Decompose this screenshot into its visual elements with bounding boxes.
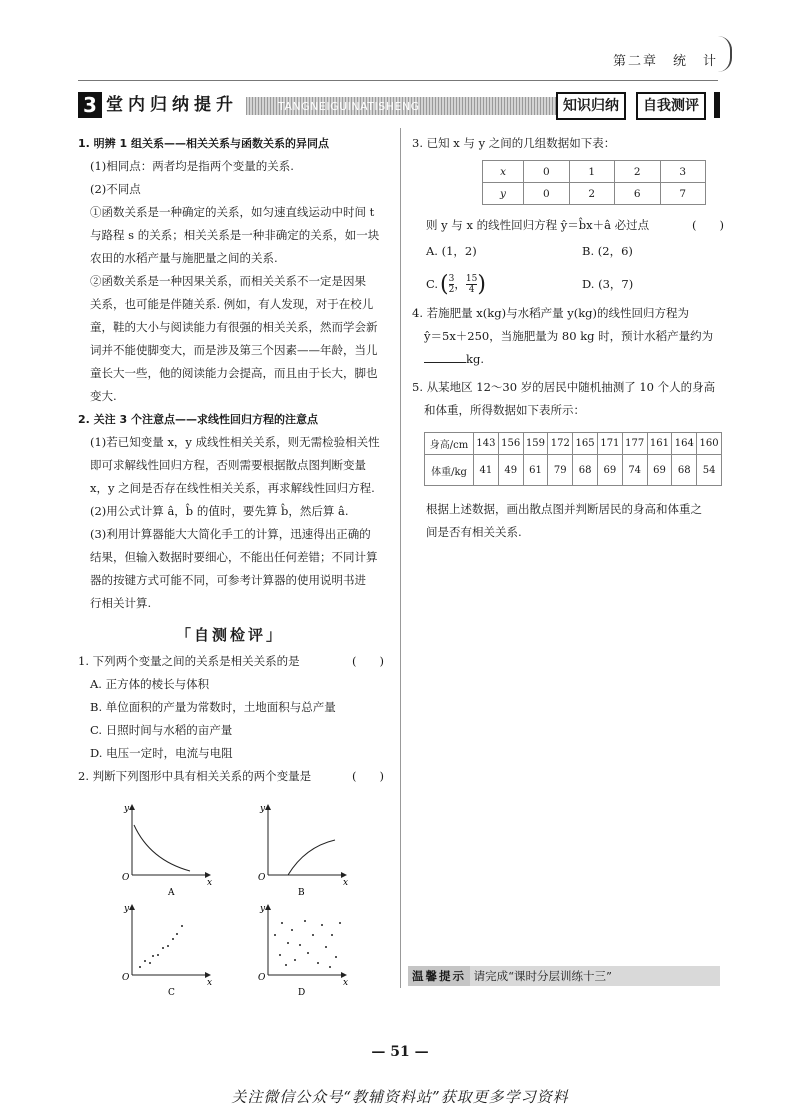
question-1 xyxy=(78,650,396,673)
scatter-point xyxy=(321,924,323,926)
scatter-point xyxy=(325,946,327,948)
s2-p3 xyxy=(78,523,396,615)
table-cell: 7 xyxy=(660,183,706,205)
text-line: x，y 之间是否存在线性相关关系，再求解线性回归方程. xyxy=(90,481,375,495)
text-line: 4. 若施肥量 x(kg)与水稻产量 y(kg)的线性回归方程为 xyxy=(412,306,690,320)
graph-d-y-label: y xyxy=(260,904,266,914)
header-rule xyxy=(78,80,718,81)
q3-question xyxy=(426,214,724,237)
text-line: ①函数关系是一种确定的关系，如匀速直线运动中时间 t xyxy=(90,205,375,219)
table-cell: 6 xyxy=(615,183,660,205)
table-cell: 49 xyxy=(498,455,523,486)
scatter-point xyxy=(181,925,183,927)
table-cell: y xyxy=(483,183,524,205)
table-cell: 160 xyxy=(697,433,722,455)
text-line: 器的按键方式可能不同，可参考计算器的使用说明书进 xyxy=(90,573,366,587)
graph-a-origin: O xyxy=(122,873,130,883)
scatter-point xyxy=(152,955,154,957)
tag-knowledge: 知识归纳 xyxy=(556,92,626,120)
text-line: 关系，也可能是伴随关系. 例如，有人发现，对于在校儿 xyxy=(90,297,374,311)
graph-d-caption: D xyxy=(298,988,306,995)
section-banner xyxy=(78,92,720,118)
q2-answer-paren[interactable]: ( ) xyxy=(352,769,384,783)
self-test-questions xyxy=(78,650,396,788)
text-line: 童，鞋的大小与阅读能力有很强的相关关系，然而学会新 xyxy=(90,320,378,334)
chapter-title: 第二章 统 计 xyxy=(612,54,718,69)
q3-answer-paren[interactable]: ( ) xyxy=(692,218,724,232)
text-line: 与路程 s 的关系；相关关系是一种非确定的关系，如一块 xyxy=(90,228,380,242)
scatter-point xyxy=(172,938,174,940)
q3-option-a: A. (1，2) xyxy=(426,244,477,258)
text-line: (3)利用计算器能大大简化手工的计算，迅速得出正确的 xyxy=(90,527,371,541)
scatter-point xyxy=(294,959,296,961)
q1-stem: 1. 下列两个变量之间的关系是相关关系的是 xyxy=(78,654,300,668)
option-c-label: C. xyxy=(426,276,439,291)
text-line: 5. 从某地区 12～30 岁的居民中随机抽测了 10 个人的身高 xyxy=(412,380,716,394)
q1-option-c: C. 日照时间与水稻的亩产量 xyxy=(90,723,233,737)
graph-d-origin: O xyxy=(258,973,266,983)
graph-a-x-label: x xyxy=(207,878,213,888)
graph-a-curve xyxy=(134,825,190,871)
graph-a-y-label: y xyxy=(124,804,130,814)
table-cell: 68 xyxy=(672,455,697,486)
text-line: 行相关计算. xyxy=(90,596,152,610)
column-divider xyxy=(400,128,401,988)
scatter-point xyxy=(299,944,301,946)
q2-stem: 2. 判断下列图形中具有相关关系的两个变量是 xyxy=(78,769,312,783)
graph-b-origin: O xyxy=(258,873,266,883)
table-cell: 41 xyxy=(474,455,499,486)
q3-stem: 3. 已知 x 与 y 之间的几组数据如下表： xyxy=(412,136,616,150)
q3-question-text: 则 y 与 x 的线性回归方程 ŷ＝b̂x＋â 必过点 xyxy=(426,218,650,232)
q1-option-d: D. 电压一定时，电流与电阻 xyxy=(90,746,233,760)
footer-note: 关注微信公众号“教辅资料站”获取更多学习资料 xyxy=(231,1088,569,1106)
frac-den: 2 xyxy=(448,284,455,295)
text-line: 童长大一些，他的阅读能力会提高，而且由于长大，脚也 xyxy=(90,366,378,380)
table-cell: 身高/cm xyxy=(425,433,474,455)
tag-self-test: 自我测评 xyxy=(636,92,706,120)
q2-graphs xyxy=(110,795,370,995)
q1-option-a: A. 正方体的棱长与体积 xyxy=(90,677,210,691)
banner-end-bar xyxy=(714,92,720,118)
table-cell: 172 xyxy=(548,433,573,455)
page-number: — 51 — xyxy=(371,1044,429,1060)
table-cell: 3 xyxy=(660,161,706,183)
table-row xyxy=(425,455,722,486)
scatter-point xyxy=(335,956,337,958)
q5-table xyxy=(424,432,722,486)
table-cell: 171 xyxy=(597,433,622,455)
graph-d xyxy=(258,904,348,995)
q3-table xyxy=(482,160,706,205)
text-line: ŷ＝5x＋250，当施肥量为 80 kg 时，预计水稻产量约为 xyxy=(424,329,714,343)
self-test-title: 「自测检评」 xyxy=(175,626,284,644)
section1-title: 1. 明辨 1 组关系——相关关系与函数关系的异同点 xyxy=(78,137,329,150)
text-line: 变大. xyxy=(90,389,117,403)
question-2 xyxy=(78,765,396,788)
tip-text: 请完成“课时分层训练十三” xyxy=(473,969,612,983)
graph-b-y-label: y xyxy=(260,804,266,814)
graph-b-curve xyxy=(288,840,335,875)
text-line: 间是否有相关关系. xyxy=(426,525,522,539)
question-4 xyxy=(412,302,724,371)
tip-key: 温馨提示 xyxy=(408,966,470,986)
banner-pinyin: TANGNEIGUINATISHENG xyxy=(278,100,420,113)
scatter-point xyxy=(167,945,169,947)
text-line: (1)若已知变量 x，y 成线性相关关系，则无需检验相关性 xyxy=(90,435,380,449)
graph-b-x-label: x xyxy=(343,878,349,888)
scatter-point xyxy=(331,934,333,936)
table-cell: 74 xyxy=(622,455,647,486)
scatter-point xyxy=(157,954,159,956)
section-number: 3 xyxy=(78,92,102,118)
s2-p1 xyxy=(78,431,396,500)
scatter-point xyxy=(312,934,314,936)
table-row xyxy=(483,183,706,205)
frac-num: 15 xyxy=(465,273,478,284)
frac-sep: ， xyxy=(454,276,466,291)
text-line: ②函数关系是一种因果关系，而相关关系不一定是因果 xyxy=(90,274,366,288)
s1-p2: (2)不同点 xyxy=(90,182,141,196)
graph-a-caption: A xyxy=(168,888,175,898)
s2-p2: (2)用公式计算 â，b̂ 的值时，要先算 b̂，然后算 â. xyxy=(90,504,349,518)
table-row xyxy=(483,161,706,183)
section-title: 堂内归纳提升 xyxy=(106,95,238,115)
scatter-point xyxy=(144,960,146,962)
q3-option-b: B. (2，6) xyxy=(582,244,633,258)
table-row xyxy=(425,433,722,455)
table-cell: 143 xyxy=(474,433,499,455)
chapter-brace xyxy=(718,36,732,72)
scatter-point xyxy=(149,962,151,964)
table-cell: 0 xyxy=(524,183,569,205)
text-line: 结果，但输入数据时要细心，不能出任何差错；不同计算 xyxy=(90,550,378,564)
text-line: 和体重，所得数据如下表所示： xyxy=(424,403,585,417)
table-cell: 156 xyxy=(498,433,523,455)
section2-title: 2. 关注 3 个注意点——求线性回归方程的注意点 xyxy=(78,413,318,426)
graph-b-caption: B xyxy=(298,888,305,898)
scatter-point xyxy=(285,964,287,966)
text-line: 即可求解线性回归方程，否则需要根据散点图判断变量 xyxy=(90,458,366,472)
table-cell: 61 xyxy=(523,455,548,486)
q4-unit: kg. xyxy=(466,352,484,366)
graph-c-y-label: y xyxy=(124,904,130,914)
q4-blank-line xyxy=(412,348,724,371)
scatter-point xyxy=(139,966,141,968)
q3-option-d: D. (3，7) xyxy=(582,277,634,291)
graph-c-origin: O xyxy=(122,973,130,983)
graph-c-points xyxy=(139,925,183,968)
scatter-point xyxy=(304,920,306,922)
scatter-point xyxy=(291,929,293,931)
q4-answer-blank[interactable] xyxy=(424,348,466,363)
graph-b xyxy=(258,804,348,898)
question-5 xyxy=(412,376,724,422)
q1-option-b: B. 单位面积的产量为常数时，土地面积与总产量 xyxy=(90,700,336,714)
scatter-point xyxy=(287,942,289,944)
table-cell: 1 xyxy=(569,161,614,183)
table-cell: 177 xyxy=(622,433,647,455)
q3-option-c: C. ( $\frac{3}{2}$ ， $\frac{15}{4}$ ) xyxy=(426,271,486,297)
table-cell: 2 xyxy=(615,161,660,183)
table-cell: 164 xyxy=(672,433,697,455)
table-cell: 159 xyxy=(523,433,548,455)
graph-d-points xyxy=(274,920,341,968)
frac-den: 4 xyxy=(468,284,475,295)
table-cell: 69 xyxy=(597,455,622,486)
graph-c xyxy=(122,904,212,995)
scatter-point xyxy=(176,933,178,935)
table-cell: 0 xyxy=(524,161,569,183)
scatter-point xyxy=(162,947,164,949)
q5-instruction xyxy=(426,498,724,544)
text-line: 农田的水稻产量与施肥量之间的关系. xyxy=(90,251,278,265)
frac-num: 3 xyxy=(448,273,455,284)
scatter-point xyxy=(329,966,331,968)
table-cell: 161 xyxy=(647,433,672,455)
table-cell: 体重/kg xyxy=(425,455,474,486)
table-cell: 54 xyxy=(697,455,722,486)
table-cell: 2 xyxy=(569,183,614,205)
s1-p3 xyxy=(78,201,396,270)
tip-banner xyxy=(408,966,720,986)
graph-c-caption: C xyxy=(168,988,175,995)
scatter-point xyxy=(281,922,283,924)
s1-p1: (1)相同点：两者均是指两个变量的关系. xyxy=(90,159,294,173)
table-cell: 68 xyxy=(573,455,598,486)
graph-a xyxy=(122,804,212,898)
q1-answer-paren[interactable]: ( ) xyxy=(352,654,384,668)
table-cell: 69 xyxy=(647,455,672,486)
table-cell: x xyxy=(483,161,524,183)
text-line: 词并不能使脚变大，而是涉及第三个因素——年龄，当儿 xyxy=(90,343,378,357)
graph-d-x-label: x xyxy=(343,978,349,988)
scatter-point xyxy=(307,952,309,954)
scatter-point xyxy=(279,954,281,956)
left-column xyxy=(78,132,396,615)
scatter-point xyxy=(274,934,276,936)
table-cell: 165 xyxy=(573,433,598,455)
table-cell: 79 xyxy=(548,455,573,486)
text-line: 根据上述数据，画出散点图并判断居民的身高和体重之 xyxy=(426,502,702,516)
s1-p4 xyxy=(78,270,396,408)
graph-c-x-label: x xyxy=(207,978,213,988)
scatter-point xyxy=(317,962,319,964)
scatter-point xyxy=(339,922,341,924)
